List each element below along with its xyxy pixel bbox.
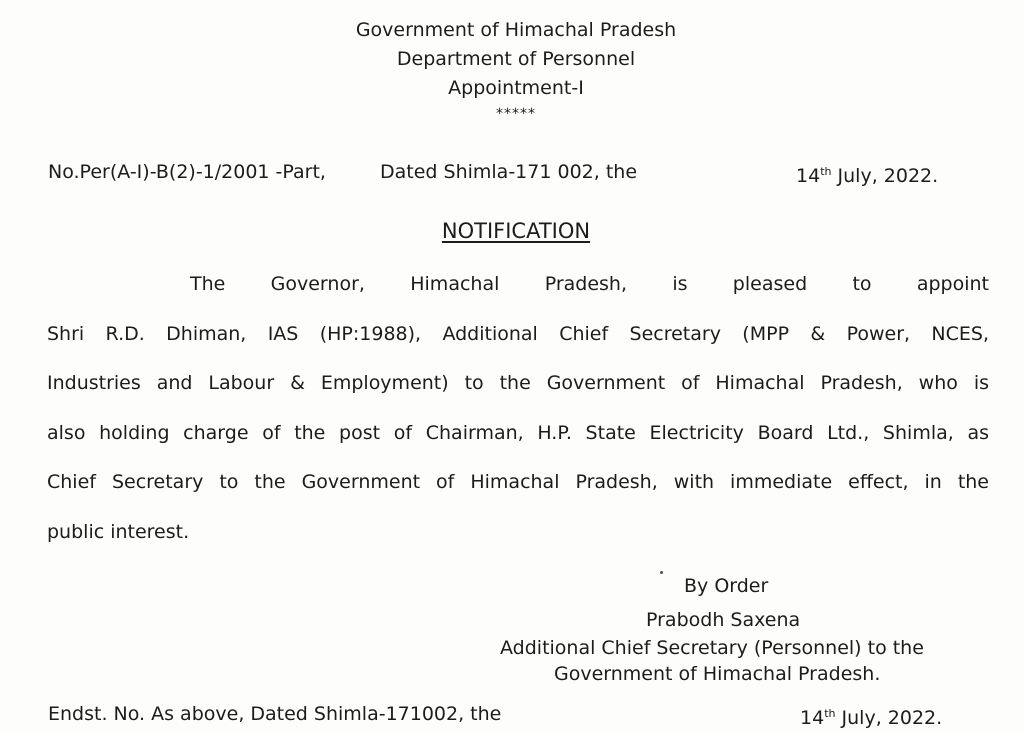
body-line: also holding charge of the post of Chairman, H.P. State Electricity Board Ltd., Shimla, as <box>47 421 989 444</box>
reference-date-day: 14 <box>796 165 821 187</box>
body-line: Shri R.D. Dhiman, IAS (HP:1988), Additional Chief Secretary (MPP & Power, NCES, <box>47 322 989 345</box>
reference-dated-place: Dated Shimla-171 002, the <box>380 161 638 183</box>
signatory-designation: Additional Chief Secretary (Personnel) to the <box>500 637 924 659</box>
endorsement-date-day: 14 <box>800 707 825 729</box>
header-section: Appointment-I <box>448 77 584 99</box>
endorsement-date-suffix: th <box>824 707 836 720</box>
signature-by-order: By Order <box>684 575 769 597</box>
reference-date-suffix: th <box>820 165 832 178</box>
notification-body <box>47 260 989 557</box>
reference-date-rest: July, 2022. <box>831 165 939 187</box>
endorsement-date-rest: July, 2022. <box>835 707 943 729</box>
document-title <box>0 216 1024 246</box>
signatory-name: Prabodh Saxena <box>646 609 801 631</box>
scan-speck <box>660 571 663 574</box>
document-title-text: NOTIFICATION <box>441 219 591 243</box>
reference-number: No.Per(A-I)-B(2)-1/2001 -Part, <box>48 161 326 183</box>
endorsement-date <box>800 700 942 732</box>
signatory-government: Government of Himachal Pradesh. <box>554 663 881 685</box>
body-line: Chief Secretary to the Government of Himachal Pradesh, with immediate effect, in the <box>47 471 989 493</box>
endorsement-text: Endst. No. As above, Dated Shimla-171002, the <box>48 703 502 725</box>
header-department: Department of Personnel <box>396 48 636 70</box>
reference-date <box>796 158 938 190</box>
body-line: The Governor, Himachal Pradesh, is pleased to appoint <box>190 273 989 295</box>
header-separator: ***** <box>496 106 536 122</box>
body-line: Industries and Labour & Employment) to the Government of Himachal Pradesh, who is <box>47 372 989 394</box>
body-line: public interest. <box>47 520 190 543</box>
header-government: Government of Himachal Pradesh <box>355 19 677 41</box>
